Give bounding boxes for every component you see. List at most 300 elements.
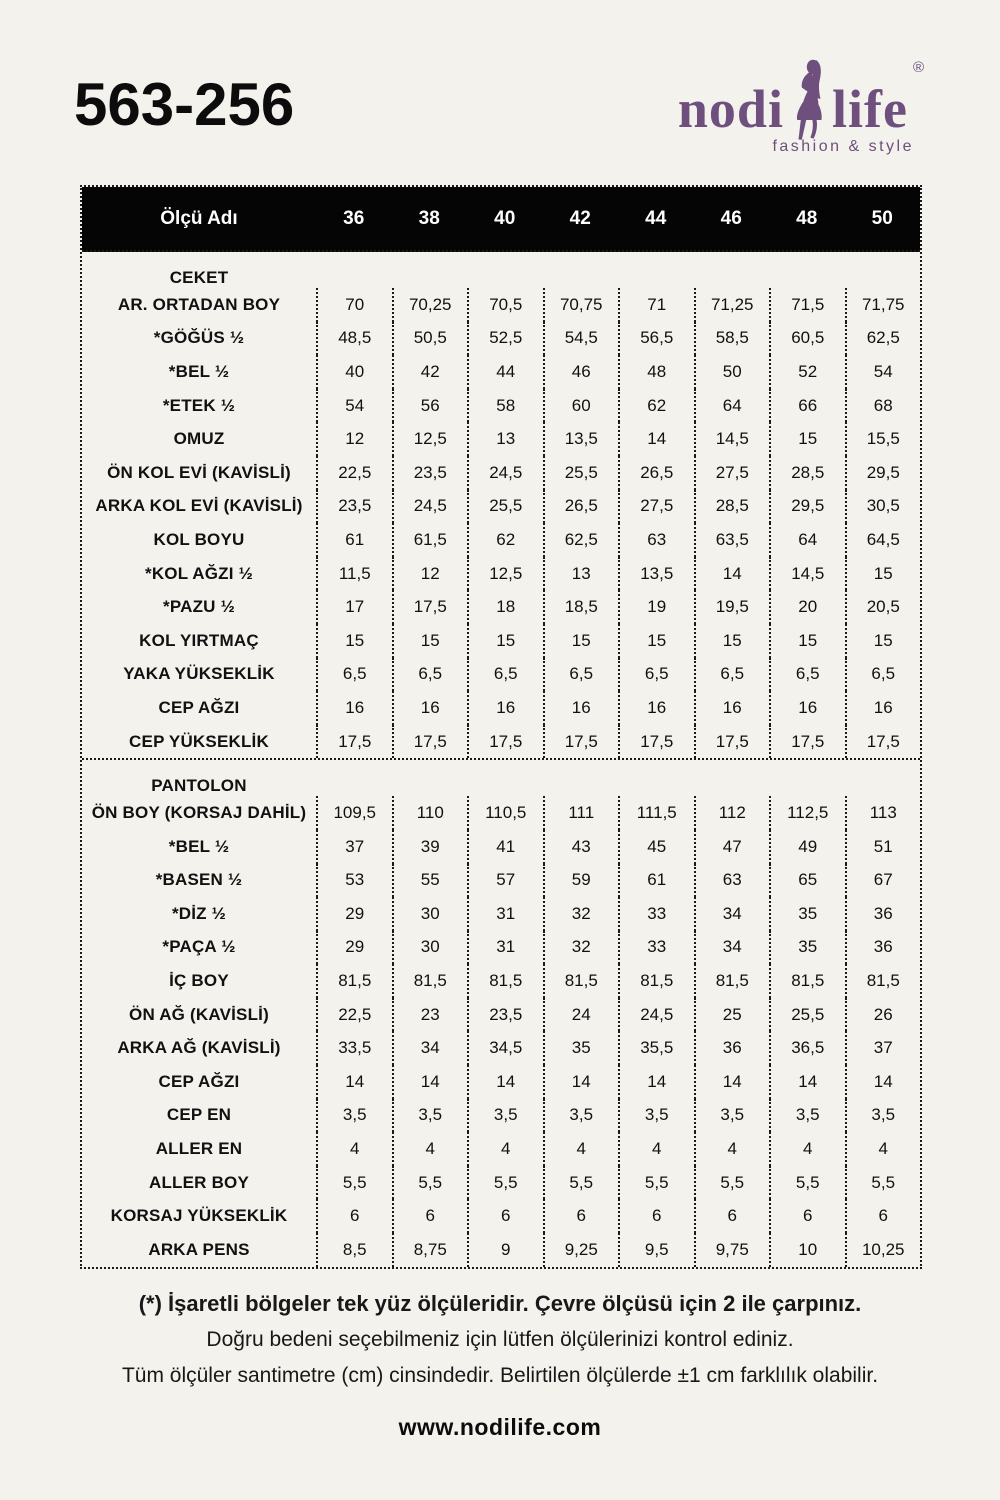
row-value: 81,5 xyxy=(316,964,392,998)
row-value: 66 xyxy=(769,389,845,423)
row-value: 15 xyxy=(769,624,845,658)
row-value: 6 xyxy=(392,1199,468,1233)
size-chart-table xyxy=(80,185,922,1269)
table-row xyxy=(82,288,920,322)
row-value: 53 xyxy=(316,864,392,898)
row-value: 3,5 xyxy=(543,1099,619,1133)
section-title: CEKET xyxy=(169,268,229,287)
row-value: 29 xyxy=(316,897,392,931)
row-value: 16 xyxy=(543,691,619,725)
row-value: 81,5 xyxy=(618,964,694,998)
row-value: 4 xyxy=(392,1132,468,1166)
row-value: 54 xyxy=(845,355,921,389)
row-value: 35,5 xyxy=(618,1031,694,1065)
row-value: 9 xyxy=(467,1233,543,1267)
row-value: 60 xyxy=(543,389,619,423)
table-row xyxy=(82,1065,920,1099)
row-value: 6,5 xyxy=(467,658,543,692)
row-value: 17,5 xyxy=(392,725,468,759)
row-value: 109,5 xyxy=(316,796,392,830)
row-value: 23 xyxy=(392,998,468,1032)
row-value: 5,5 xyxy=(845,1166,921,1200)
row-value: 5,5 xyxy=(467,1166,543,1200)
row-value: 81,5 xyxy=(769,964,845,998)
row-value: 6 xyxy=(694,1199,770,1233)
row-value: 55 xyxy=(392,864,468,898)
row-label: *ETEK ½ xyxy=(162,395,236,415)
row-value: 60,5 xyxy=(769,322,845,356)
section-title-row xyxy=(82,252,920,288)
row-value: 15 xyxy=(694,624,770,658)
row-value: 18 xyxy=(467,590,543,624)
row-value: 81,5 xyxy=(694,964,770,998)
row-value: 5,5 xyxy=(694,1166,770,1200)
row-value: 16 xyxy=(392,691,468,725)
row-label: ALLER EN xyxy=(155,1139,243,1159)
woman-silhouette-icon xyxy=(788,58,828,142)
row-label: ARKA KOL EVİ (KAVİSLİ) xyxy=(95,496,303,516)
table-row xyxy=(82,322,920,356)
row-value: 81,5 xyxy=(467,964,543,998)
row-value: 52,5 xyxy=(467,322,543,356)
row-value: 10 xyxy=(769,1233,845,1267)
row-value: 16 xyxy=(467,691,543,725)
row-value: 70,75 xyxy=(543,288,619,322)
row-value: 54,5 xyxy=(543,322,619,356)
row-value: 15 xyxy=(467,624,543,658)
table-row xyxy=(82,998,920,1032)
row-value: 62 xyxy=(618,389,694,423)
row-value: 16 xyxy=(769,691,845,725)
table-row xyxy=(82,557,920,591)
row-value: 56,5 xyxy=(618,322,694,356)
row-value: 15 xyxy=(618,624,694,658)
row-value: 111,5 xyxy=(618,796,694,830)
table-row xyxy=(82,1099,920,1133)
row-value: 70,5 xyxy=(467,288,543,322)
row-value: 57 xyxy=(467,864,543,898)
row-label: *PAZU ½ xyxy=(163,597,235,617)
row-value: 5,5 xyxy=(618,1166,694,1200)
row-value: 24,5 xyxy=(392,490,468,524)
row-value: 6 xyxy=(618,1199,694,1233)
row-value: 26,5 xyxy=(543,490,619,524)
table-row xyxy=(82,490,920,524)
row-value: 112 xyxy=(694,796,770,830)
row-value: 63 xyxy=(694,864,770,898)
row-value: 14 xyxy=(618,1065,694,1099)
row-label: AR. ORTADAN BOY xyxy=(117,294,281,314)
row-value: 16 xyxy=(316,691,392,725)
row-value: 33 xyxy=(618,897,694,931)
measure-name-header: Ölçü Adı xyxy=(160,207,238,229)
row-value: 4 xyxy=(769,1132,845,1166)
row-value: 113 xyxy=(845,796,921,830)
row-label: *BEL ½ xyxy=(168,836,230,856)
row-value: 19 xyxy=(618,590,694,624)
row-value: 52 xyxy=(769,355,845,389)
table-section xyxy=(82,252,920,758)
row-value: 81,5 xyxy=(543,964,619,998)
row-value: 16 xyxy=(694,691,770,725)
row-value: 4 xyxy=(316,1132,392,1166)
row-label: *PAÇA ½ xyxy=(162,937,236,957)
table-row xyxy=(82,864,920,898)
row-value: 111 xyxy=(543,796,619,830)
row-value: 15 xyxy=(543,624,619,658)
row-value: 14 xyxy=(392,1065,468,1099)
row-label: *BASEN ½ xyxy=(155,870,243,890)
row-value: 61 xyxy=(316,523,392,557)
size-table-body xyxy=(82,252,920,1267)
row-value: 3,5 xyxy=(618,1099,694,1133)
row-value: 64 xyxy=(769,523,845,557)
row-value: 17,5 xyxy=(769,725,845,759)
row-value: 58,5 xyxy=(694,322,770,356)
row-value: 3,5 xyxy=(467,1099,543,1133)
row-value: 22,5 xyxy=(316,456,392,490)
row-value: 8,75 xyxy=(392,1233,468,1267)
row-value: 16 xyxy=(845,691,921,725)
row-label: CEP AĞZI xyxy=(158,697,240,717)
row-value: 39 xyxy=(392,830,468,864)
row-value: 6 xyxy=(769,1199,845,1233)
row-value: 14 xyxy=(618,422,694,456)
row-label: ALLER BOY xyxy=(148,1172,250,1192)
row-label: OMUZ xyxy=(173,429,225,449)
row-value: 4 xyxy=(618,1132,694,1166)
row-value: 44 xyxy=(467,355,543,389)
row-value: 81,5 xyxy=(845,964,921,998)
size-header-cell: 36 xyxy=(343,207,365,229)
table-section xyxy=(82,758,920,1266)
row-value: 12 xyxy=(316,422,392,456)
row-value: 29,5 xyxy=(769,490,845,524)
row-value: 14 xyxy=(845,1065,921,1099)
row-value: 110,5 xyxy=(467,796,543,830)
row-value: 54 xyxy=(316,389,392,423)
row-value: 6,5 xyxy=(316,658,392,692)
table-row xyxy=(82,590,920,624)
row-value: 4 xyxy=(694,1132,770,1166)
row-value: 31 xyxy=(467,897,543,931)
row-value: 13,5 xyxy=(543,422,619,456)
row-value: 5,5 xyxy=(316,1166,392,1200)
row-value: 17,5 xyxy=(316,725,392,759)
row-value: 5,5 xyxy=(769,1166,845,1200)
size-header-cell: 48 xyxy=(796,207,818,229)
row-value: 6 xyxy=(316,1199,392,1233)
row-value: 16 xyxy=(618,691,694,725)
row-value: 68 xyxy=(845,389,921,423)
row-value: 70 xyxy=(316,288,392,322)
table-row xyxy=(82,1166,920,1200)
row-value: 37 xyxy=(845,1031,921,1065)
row-value: 70,25 xyxy=(392,288,468,322)
size-header-cell: 44 xyxy=(645,207,667,229)
table-row xyxy=(82,796,920,830)
website-url: www.nodilife.com xyxy=(398,1414,602,1440)
row-label: KOL BOYU xyxy=(153,529,245,549)
row-value: 15 xyxy=(845,624,921,658)
row-label: KORSAJ YÜKSEKLİK xyxy=(110,1206,288,1226)
row-value: 47 xyxy=(694,830,770,864)
row-value: 20,5 xyxy=(845,590,921,624)
row-value: 6 xyxy=(467,1199,543,1233)
row-value: 12,5 xyxy=(392,422,468,456)
row-value: 30 xyxy=(392,931,468,965)
row-value: 4 xyxy=(845,1132,921,1166)
table-row xyxy=(82,389,920,423)
row-value: 22,5 xyxy=(316,998,392,1032)
row-value: 4 xyxy=(543,1132,619,1166)
row-value: 32 xyxy=(543,897,619,931)
row-value: 33,5 xyxy=(316,1031,392,1065)
row-value: 17,5 xyxy=(845,725,921,759)
row-value: 4 xyxy=(467,1132,543,1166)
row-value: 36,5 xyxy=(769,1031,845,1065)
row-label: *KOL AĞZI ½ xyxy=(145,563,253,583)
row-value: 6,5 xyxy=(618,658,694,692)
row-value: 25,5 xyxy=(769,998,845,1032)
row-value: 81,5 xyxy=(392,964,468,998)
size-header-cell: 46 xyxy=(720,207,742,229)
row-value: 67 xyxy=(845,864,921,898)
table-row xyxy=(82,1132,920,1166)
logo-text-nodi: nodi xyxy=(677,79,784,139)
row-label: ÖN AĞ (KAVİSLİ) xyxy=(129,1004,269,1024)
row-value: 25,5 xyxy=(543,456,619,490)
row-value: 14 xyxy=(467,1065,543,1099)
row-value: 65 xyxy=(769,864,845,898)
row-label: İÇ BOY xyxy=(169,971,229,991)
row-value: 14 xyxy=(694,1065,770,1099)
row-label: *DİZ ½ xyxy=(171,903,227,923)
row-label: CEP EN xyxy=(166,1105,232,1125)
note-line-2: Doğru bedeni seçebilmeniz için lütfen ölçülerinizi kontrol ediniz. xyxy=(206,1328,794,1351)
row-value: 58 xyxy=(467,389,543,423)
row-value: 50,5 xyxy=(392,322,468,356)
note-line-1: (*) İşaretli bölgeler tek yüz ölçüleridir. Çevre ölçüsü için 2 ile çarpınız. xyxy=(138,1291,862,1316)
row-value: 14 xyxy=(694,557,770,591)
row-value: 62,5 xyxy=(845,322,921,356)
row-value: 9,5 xyxy=(618,1233,694,1267)
row-value: 17 xyxy=(316,590,392,624)
row-value: 43 xyxy=(543,830,619,864)
row-value: 46 xyxy=(543,355,619,389)
row-value: 15,5 xyxy=(845,422,921,456)
table-row xyxy=(82,1233,920,1267)
registered-trademark-icon: ® xyxy=(912,59,924,76)
section-title: PANTOLON xyxy=(151,776,247,796)
size-header-cell: 38 xyxy=(418,207,440,229)
row-value: 34 xyxy=(694,931,770,965)
logo-tagline: fashion & style xyxy=(772,138,914,155)
row-value: 6,5 xyxy=(845,658,921,692)
row-value: 48,5 xyxy=(316,322,392,356)
row-value: 14,5 xyxy=(769,557,845,591)
row-value: 15 xyxy=(392,624,468,658)
row-value: 24,5 xyxy=(467,456,543,490)
table-row xyxy=(82,355,920,389)
row-value: 30 xyxy=(392,897,468,931)
row-value: 32 xyxy=(543,931,619,965)
row-value: 34,5 xyxy=(467,1031,543,1065)
row-value: 31 xyxy=(467,931,543,965)
row-value: 3,5 xyxy=(392,1099,468,1133)
row-value: 35 xyxy=(769,931,845,965)
row-value: 71,75 xyxy=(845,288,921,322)
row-label: ÖN KOL EVİ (KAVİSLİ) xyxy=(107,462,291,482)
row-value: 25,5 xyxy=(467,490,543,524)
row-value: 11,5 xyxy=(316,557,392,591)
row-value: 23,5 xyxy=(316,490,392,524)
row-value: 71 xyxy=(618,288,694,322)
row-value: 28,5 xyxy=(769,456,845,490)
row-value: 5,5 xyxy=(392,1166,468,1200)
row-value: 29 xyxy=(316,931,392,965)
row-value: 17,5 xyxy=(392,590,468,624)
row-value: 29,5 xyxy=(845,456,921,490)
row-value: 62 xyxy=(467,523,543,557)
table-row xyxy=(82,422,920,456)
row-value: 6,5 xyxy=(543,658,619,692)
table-row xyxy=(82,624,920,658)
row-value: 24 xyxy=(543,998,619,1032)
row-value: 34 xyxy=(694,897,770,931)
row-value: 110 xyxy=(392,796,468,830)
row-value: 6,5 xyxy=(694,658,770,692)
row-value: 25 xyxy=(694,998,770,1032)
row-value: 13 xyxy=(543,557,619,591)
row-value: 33 xyxy=(618,931,694,965)
row-value: 20 xyxy=(769,590,845,624)
table-row xyxy=(82,523,920,557)
row-value: 27,5 xyxy=(618,490,694,524)
row-value: 49 xyxy=(769,830,845,864)
table-row xyxy=(82,897,920,931)
row-value: 30,5 xyxy=(845,490,921,524)
row-value: 17,5 xyxy=(618,725,694,759)
measurement-notes xyxy=(0,1286,1000,1394)
row-value: 63,5 xyxy=(694,523,770,557)
row-value: 40 xyxy=(316,355,392,389)
row-value: 64,5 xyxy=(845,523,921,557)
row-value: 9,25 xyxy=(543,1233,619,1267)
row-value: 17,5 xyxy=(467,725,543,759)
note-line-3: Tüm ölçüler santimetre (cm) cinsindedir. Belirtilen ölçülerde ±1 cm farklılık olabilir. xyxy=(121,1364,879,1387)
row-value: 35 xyxy=(769,897,845,931)
row-value: 15 xyxy=(316,624,392,658)
row-label: CEP AĞZI xyxy=(158,1071,240,1091)
row-value: 71,25 xyxy=(694,288,770,322)
row-value: 10,25 xyxy=(845,1233,921,1267)
table-row xyxy=(82,1199,920,1233)
row-value: 63 xyxy=(618,523,694,557)
row-label: ÖN BOY (KORSAJ DAHİL) xyxy=(91,803,307,823)
row-value: 24,5 xyxy=(618,998,694,1032)
row-value: 41 xyxy=(467,830,543,864)
row-value: 36 xyxy=(694,1031,770,1065)
row-value: 28,5 xyxy=(694,490,770,524)
row-label: ARKA PENS xyxy=(148,1239,250,1259)
row-value: 35 xyxy=(543,1031,619,1065)
row-value: 27,5 xyxy=(694,456,770,490)
row-value: 9,75 xyxy=(694,1233,770,1267)
table-row xyxy=(82,964,920,998)
row-value: 48 xyxy=(618,355,694,389)
row-value: 19,5 xyxy=(694,590,770,624)
row-value: 36 xyxy=(845,897,921,931)
row-value: 34 xyxy=(392,1031,468,1065)
row-value: 6,5 xyxy=(392,658,468,692)
size-header-row xyxy=(82,187,920,252)
table-row xyxy=(82,830,920,864)
row-value: 50 xyxy=(694,355,770,389)
row-value: 23,5 xyxy=(467,998,543,1032)
row-value: 15 xyxy=(845,557,921,591)
row-value: 59 xyxy=(543,864,619,898)
table-row xyxy=(82,931,920,965)
row-value: 51 xyxy=(845,830,921,864)
table-row xyxy=(82,456,920,490)
row-value: 17,5 xyxy=(694,725,770,759)
row-value: 6,5 xyxy=(769,658,845,692)
table-row xyxy=(82,1031,920,1065)
size-header-cell: 50 xyxy=(871,207,893,229)
row-value: 45 xyxy=(618,830,694,864)
row-value: 14 xyxy=(316,1065,392,1099)
row-value: 15 xyxy=(769,422,845,456)
row-value: 61 xyxy=(618,864,694,898)
row-value: 26 xyxy=(845,998,921,1032)
product-code-title: 563-256 xyxy=(74,71,295,138)
row-value: 17,5 xyxy=(543,725,619,759)
table-row xyxy=(82,725,920,759)
row-value: 62,5 xyxy=(543,523,619,557)
row-label: KOL YIRTMAÇ xyxy=(139,630,259,650)
row-value: 14 xyxy=(543,1065,619,1099)
row-value: 37 xyxy=(316,830,392,864)
row-value: 14,5 xyxy=(694,422,770,456)
row-label: YAKA YÜKSEKLİK xyxy=(123,664,275,684)
row-value: 12 xyxy=(392,557,468,591)
row-value: 71,5 xyxy=(769,288,845,322)
row-value: 23,5 xyxy=(392,456,468,490)
row-value: 14 xyxy=(769,1065,845,1099)
size-header-cell: 42 xyxy=(569,207,591,229)
row-value: 13,5 xyxy=(618,557,694,591)
logo-text-life: life xyxy=(831,79,908,139)
row-value: 3,5 xyxy=(694,1099,770,1133)
row-value: 3,5 xyxy=(769,1099,845,1133)
row-label: *BEL ½ xyxy=(168,361,230,381)
row-value: 42 xyxy=(392,355,468,389)
row-value: 36 xyxy=(845,931,921,965)
row-label: CEP YÜKSEKLİK xyxy=(129,731,269,751)
row-value: 18,5 xyxy=(543,590,619,624)
section-title-row xyxy=(82,760,920,796)
row-value: 12,5 xyxy=(467,557,543,591)
row-value: 8,5 xyxy=(316,1233,392,1267)
row-value: 26,5 xyxy=(618,456,694,490)
row-value: 56 xyxy=(392,389,468,423)
row-value: 5,5 xyxy=(543,1166,619,1200)
row-value: 13 xyxy=(467,422,543,456)
table-row xyxy=(82,658,920,692)
row-value: 61,5 xyxy=(392,523,468,557)
table-row xyxy=(82,691,920,725)
